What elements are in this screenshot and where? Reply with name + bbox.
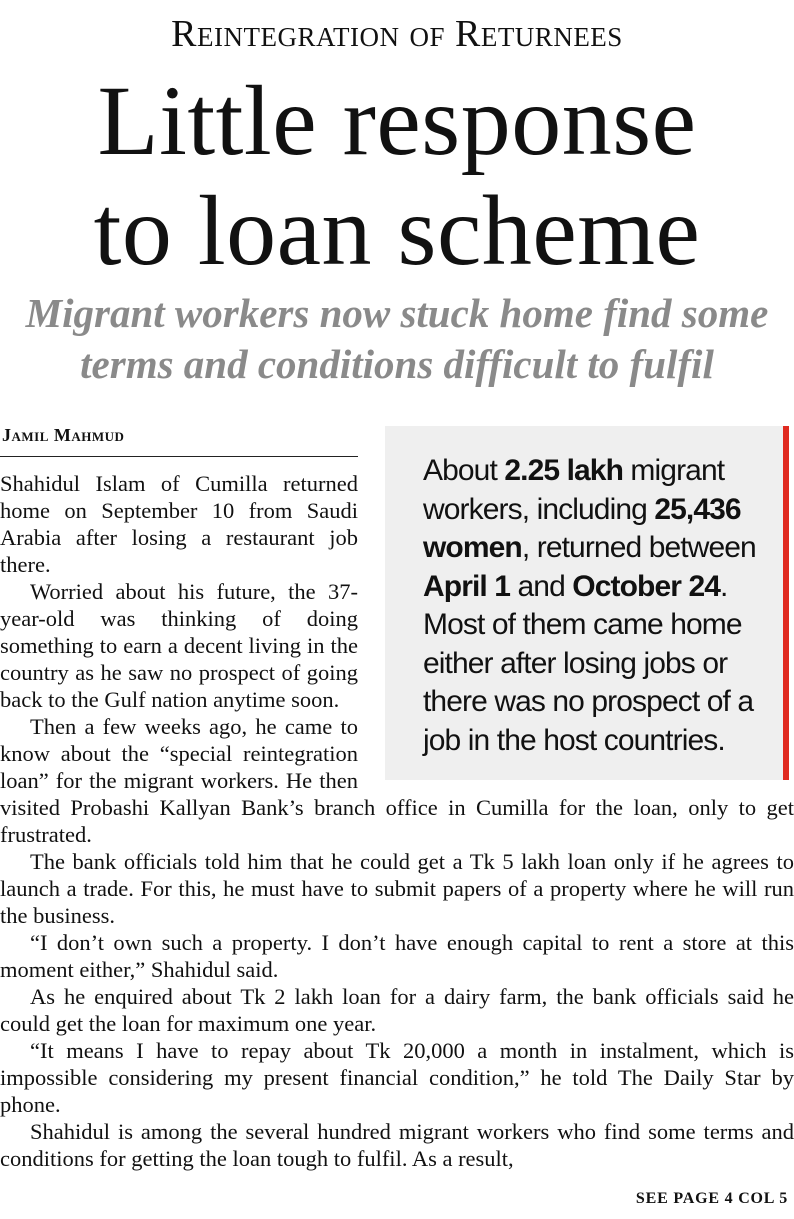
- continued-jump-line[interactable]: SEE PAGE 4 COL 5: [635, 1190, 788, 1207]
- pq-bold-4: October 24: [572, 569, 721, 603]
- pull-quote-wrap-spacer: [358, 470, 794, 788]
- pq-text-1: About: [423, 454, 505, 487]
- headline-line-2: to loan scheme: [93, 175, 701, 286]
- body-paragraph: Then a few weeks ago, he came to know about the “special reintegration loan” for the migrant workers. He then visited Probashi Kallyan Bank’s branch office in Cumilla for the loan, only to get frustrated.: [0, 714, 794, 847]
- body-paragraph: Shahidul is among the several hundred migrant workers who find some terms and conditions for getting the loan tough to fulfil. As a result,: [0, 1119, 794, 1171]
- pq-bold-1: 2.25 lakh: [504, 454, 623, 487]
- pq-text-2: migrant workers, including: [423, 454, 725, 526]
- section-kicker: Reintegration of Returnees: [171, 13, 623, 55]
- headline: [0, 66, 794, 286]
- byline-divider: [0, 456, 358, 457]
- headline-line-1: Little response: [97, 65, 697, 176]
- pq-bold-2: 25,436 women: [423, 492, 741, 564]
- subhead-line-1: Migrant workers now stuck home find some: [25, 290, 769, 336]
- body-paragraph: Shahidul Islam of Cumilla returned home on September 10 from Saudi Arabia after losing a restaurant job there.: [0, 471, 358, 577]
- body-paragraph: Worried about his future, the 37-year-old was thinking of doing something to earn a decent living in the country as he saw no prospect of going back to the Gulf nation anytime soon.: [0, 579, 358, 712]
- body-paragraph: “I don’t own such a property. I don’t have enough capital to rent a store at this moment either,” Shahidul said.: [0, 930, 794, 982]
- pq-bold-3: April 1: [423, 569, 511, 603]
- subheadline: [0, 288, 794, 390]
- pq-text-3: , returned between: [521, 531, 756, 564]
- subhead-line-2: terms and conditions difficult to fulfil: [80, 341, 714, 387]
- article-body: [0, 470, 794, 1172]
- body-paragraph: As he enquired about Tk 2 lakh loan for a dairy farm, the bank officials said he could get the loan for maximum one year.: [0, 984, 794, 1036]
- byline: Jamil Mahmud: [2, 425, 125, 445]
- pq-text-5: . Most of them came home either after losing jobs or there was no prospect of a job in the host countries.: [423, 569, 754, 757]
- pq-text-4: and: [510, 569, 573, 603]
- body-paragraph: “It means I have to repay about Tk 20,000 a month in instalment, which is impossible considering my present financial condition,” he told The Daily Star by phone.: [0, 1038, 794, 1117]
- body-paragraph: The bank officials told him that he could get a Tk 5 lakh loan only if he agrees to launch a trade. For this, he must have to submit papers of a property where he will run the business.: [0, 849, 794, 928]
